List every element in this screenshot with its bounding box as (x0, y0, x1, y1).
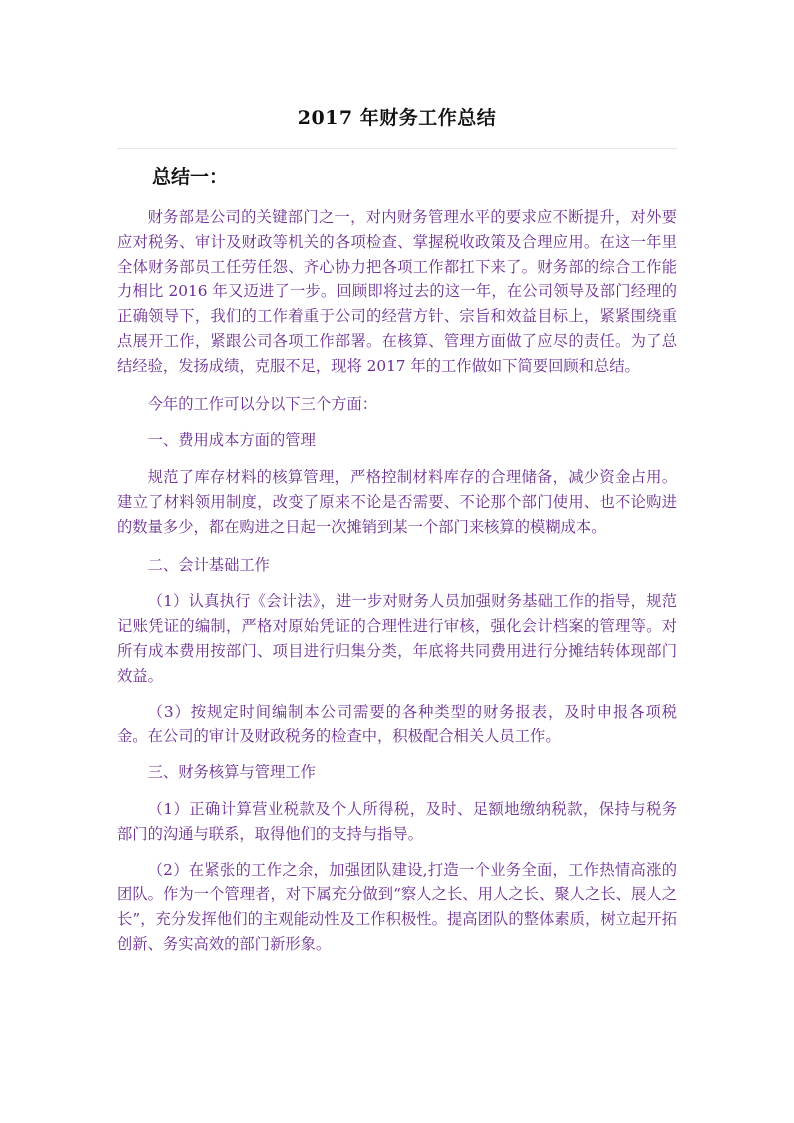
heading-cost-management: 一、费用成本方面的管理 (147, 431, 316, 450)
paragraph-overview: 今年的工作可以分以下三个方面： (147, 394, 378, 413)
paragraph-intro: 财务部是公司的关键部门之一，对内财务管理水平的要求应不断提升，对外要应对税务、审计及财政等机关的各项检查、掌握税收政策及合理应用。在这一年里全体财务部员工任劳任怨、齐心协力把各项工作都扛下来了。财务部的综合工作能力相比 2016 年又迈进了一步。回顾即将过去的这一年，在公司领导及部门经理的正确领导下，我们的工作着重于公司的经营方针、宗旨和效益目标上，紧紧围绕重点展开工作，紧跟公司各项工作部署。在核算、管理方面做了应尽的责任。为了总结经验，发扬成绩，克服不足，现将 2017 年的工作做如下简要回顾和总结。 (117, 208, 677, 375)
paragraph-cost-management: 规范了库存材料的核算管理，严格控制材料库存的合理储备，减少资金占用。建立了材料领用制度，改变了原来不论是否需要、不论那个部门使用、也不论购进的数量多少，都在购进之日起一次摊销到某一个部门来核算的模糊成本。 (117, 468, 677, 536)
heading-finance-accounting: 三、财务核算与管理工作 (147, 763, 316, 782)
paragraph-finance-1: （1）正确计算营业税款及个人所得税，及时、足额地缴纳税款，保持与税务部门的沟通与联系，取得他们的支持与指导。 (117, 799, 677, 843)
paragraph-accounting-1: （1）认真执行《会计法》，进一步对财务人员加强财务基础工作的指导，规范记账凭证的编制，严格对原始凭证的合理性进行审核，强化会计档案的管理等。对所有成本费用按部门、项目进行归集分类，年底将共同费用进行分摊结转体现部门效益。 (117, 592, 677, 685)
document-title: 2017 年财务工作总结 (297, 107, 497, 129)
paragraph-accounting-3: （3）按规定时间编制本公司需要的各种类型的财务报表，及时申报各项税金。在公司的审计及财政税务的检查中，积极配合相关人员工作。 (117, 702, 677, 746)
heading-accounting-basics: 二、会计基础工作 (147, 555, 270, 574)
paragraph-finance-2: （2）在紧张的工作之余，加强团队建设,打造一个业务全面，工作热情高涨的团队。作为一个管理者，对下属充分做到“察人之长、用人之长、聚人之长、展人之长”，充分发挥他们的主观能动性及工作积极性。提高团队的整体素质，树立起开拓创新、务实高效的部门新形象。 (117, 860, 677, 953)
section-heading: 总结一： (152, 166, 229, 188)
document-body (117, 205, 677, 968)
title-divider (117, 148, 677, 149)
